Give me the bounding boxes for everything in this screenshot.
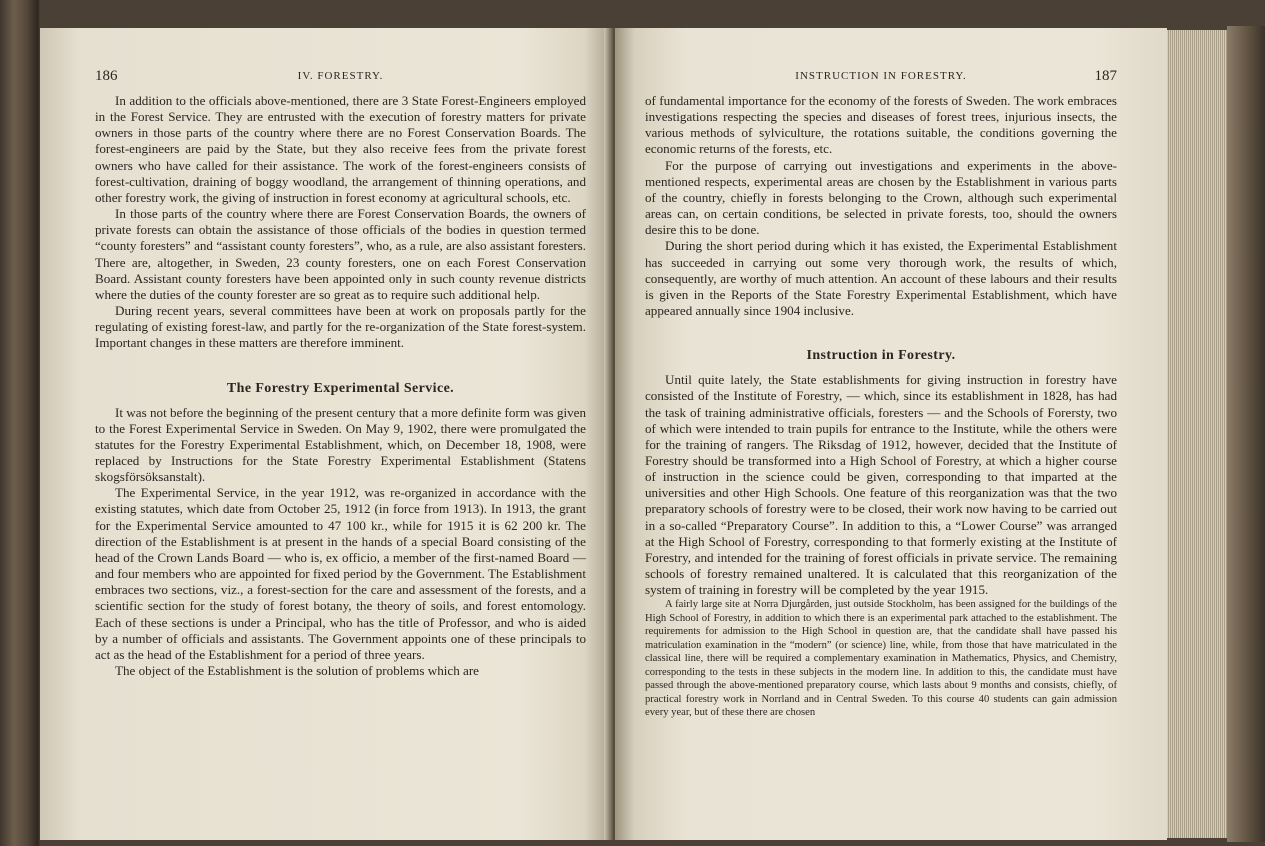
paragraph: of fundamental importance for the economy of the forests of Sweden. The work embraces investigations respecting the species and diseases of forest trees, injurious insects, the various methods of sylviculture, the rotations suitable, the conditions governing the economic returns of the forests, etc. — [645, 93, 1117, 157]
book-cover-edge — [1227, 26, 1265, 842]
right-page-number: 187 — [1094, 68, 1117, 84]
right-page — [615, 28, 1167, 840]
paragraph: For the purpose of carrying out investigations and experiments in the above-mentioned respects, experimental areas are chosen by the Establishment in various parts of the country, chiefly in forests belonging to the Crown, although such experimental areas can, on certain conditions, be selected in private forests, too, should the owners desire this to be done. — [645, 157, 1117, 238]
section-heading-experimental: The Forestry Experimental Service. — [226, 380, 455, 396]
paragraph: In addition to the officials above-mentioned, there are 3 State Forest-Engineers employed in the Forest Service. They are entrusted with the execution of forestry matters for private owners in those parts of the country where there are no Forest Conservation Boards. The forest-engineers are paid by the State, but they also receive fees from the private forest owners who have called for their assistance. The work of the forest-engineers consists of forest-cultivation, draining of boggy woodland, the arrangement of thinning operations, and other forestry work, the giving of instruction in forest economy at agricultural schools, etc. — [95, 93, 586, 205]
paragraph: During recent years, several committees have been at work on proposals partly for the regulating of existing forest-law, and partly for the re-organization of the State forest-system. Important changes in these matters are therefore imminent. — [95, 303, 586, 351]
left-page-number: 186 — [95, 68, 118, 84]
paragraph: The Experimental Service, in the year 1912, was re-organized in accordance with the existing statutes, which date from October 25, 1912 (in force from 1913). In 1913, the grant for the Experimental Service amounted to 47 100 kr., while for 1915 it is 62 200 kr. The direction of the Establishment is at present in the hands of a special Board consisting of the head of the Crown Lands Board — who is, ex officio, a member of the first-named Board — and four members who are appointed for fixed period by the Government. The Establishment embraces two sections, viz., a forest-section for the care and assessment of the forests, and a scientific section for the study of forest botany, the theory of soils, and forest entomology. Each of these sections is under a Principal, who has the title of Professor, and who is aided by a number of officials and assistants. The Government appoints one of these principals to act as the head of the Establishment for a period of three years. — [95, 485, 586, 662]
right-page-header — [645, 68, 1117, 86]
paragraph: Until quite lately, the State establishments for giving instruction in forestry have consisted of the Institute of Forestry, — which, since its establishment in 1828, has had the task of training administrative officials, foresters — and the Schools of Forersty, two of which were intended to train pupils for entrance to the Institute, while the others were for the training of rangers. The Riksdag of 1912, however, decided that the Institute of Forestry should be transformed into a High School of Forestry, at which a higher course of instruction in the science could be given, corresponding to that imparted at the universities and other High Schools. One feature of this reorganization was that the two preparatory schools of forestry were to be closed, their work now having to be carried out in a so-called “Preparatory Course”. In addition to this, a “Lower Course” was arranged at the High School of Forestry, corresponding to that formerly existing at the Institute of Forestry, and intended for the training of forest officials in private service. The remaining schools of forestry remained unaltered. It is calculated that this reorganization of the system of training in forestry will be completed by the year 1915. — [645, 372, 1117, 598]
right-running-head: INSTRUCTION IN FORESTRY. — [795, 70, 967, 82]
paragraph: In those parts of the country where there are Forest Conservation Boards, the owners of private forests can obtain the assistance of those officials of the bodies in question termed “county foresters” and “assistant county foresters”, who, as a rule, are also assistant foresters. There are, altogether, in Sweden, 23 county foresters, one on each Forest Conservation Board. Assistant county foresters have been appointed only in such county revenue districts where the duties of the county forester are so great as to require such additional help. — [95, 206, 586, 302]
left-running-head: IV. FORESTRY. — [297, 70, 384, 82]
paragraph: It was not before the beginning of the present century that a more definite form was given to the Forest Experimental Service in Sweden. On May 9, 1902, there were promulgated the statutes for the Forestry Experimental Establishment, which, on December 18, 1908, were replaced by Instructions for the State Forestry Experimental Establishment (Statens skogsförsöksanstalt). — [95, 404, 586, 485]
section-heading-instruction: Instruction in Forestry. — [806, 348, 956, 364]
left-page-header — [95, 68, 586, 86]
paragraph: During the short period during which it has existed, the Experimental Establishment has succeeded in carrying out some very thorough work, the results of which, consequently, are worthy of much attention. An account of these labours and their results is given in the Reports of the State Forestry Experimental Establishment, which have appeared annually since 1904 inclusive. — [645, 238, 1117, 319]
left-page — [40, 28, 612, 840]
page-edges — [1167, 30, 1227, 838]
footnote-paragraph: A fairly large site at Norra Djurgården, just outside Stockholm, has been assigned for the buildings of the High School of Forestry, in addition to which there is an experimental park attached to the establishment. The requirements for admission to the High School in question are, that the candidate shall have passed his matriculation examination in the “modern” (or science) line, while, from those that have matriculated in the classical line, there will be required a complementary examination in Mathematics, Physics, and Chemistry, corresponding to the tests in these subjects in the modern line. In addition to this, the candidate must have passed through the above-mentioned preparatory course, which lasts about 9 months and consists, chiefly, of practical forestry work in Norrland and in Central Sweden. To this course 40 students can gain admission every year, but of these there are chosen — [645, 599, 1117, 719]
paragraph: The object of the Establishment is the solution of problems which are — [115, 663, 479, 678]
